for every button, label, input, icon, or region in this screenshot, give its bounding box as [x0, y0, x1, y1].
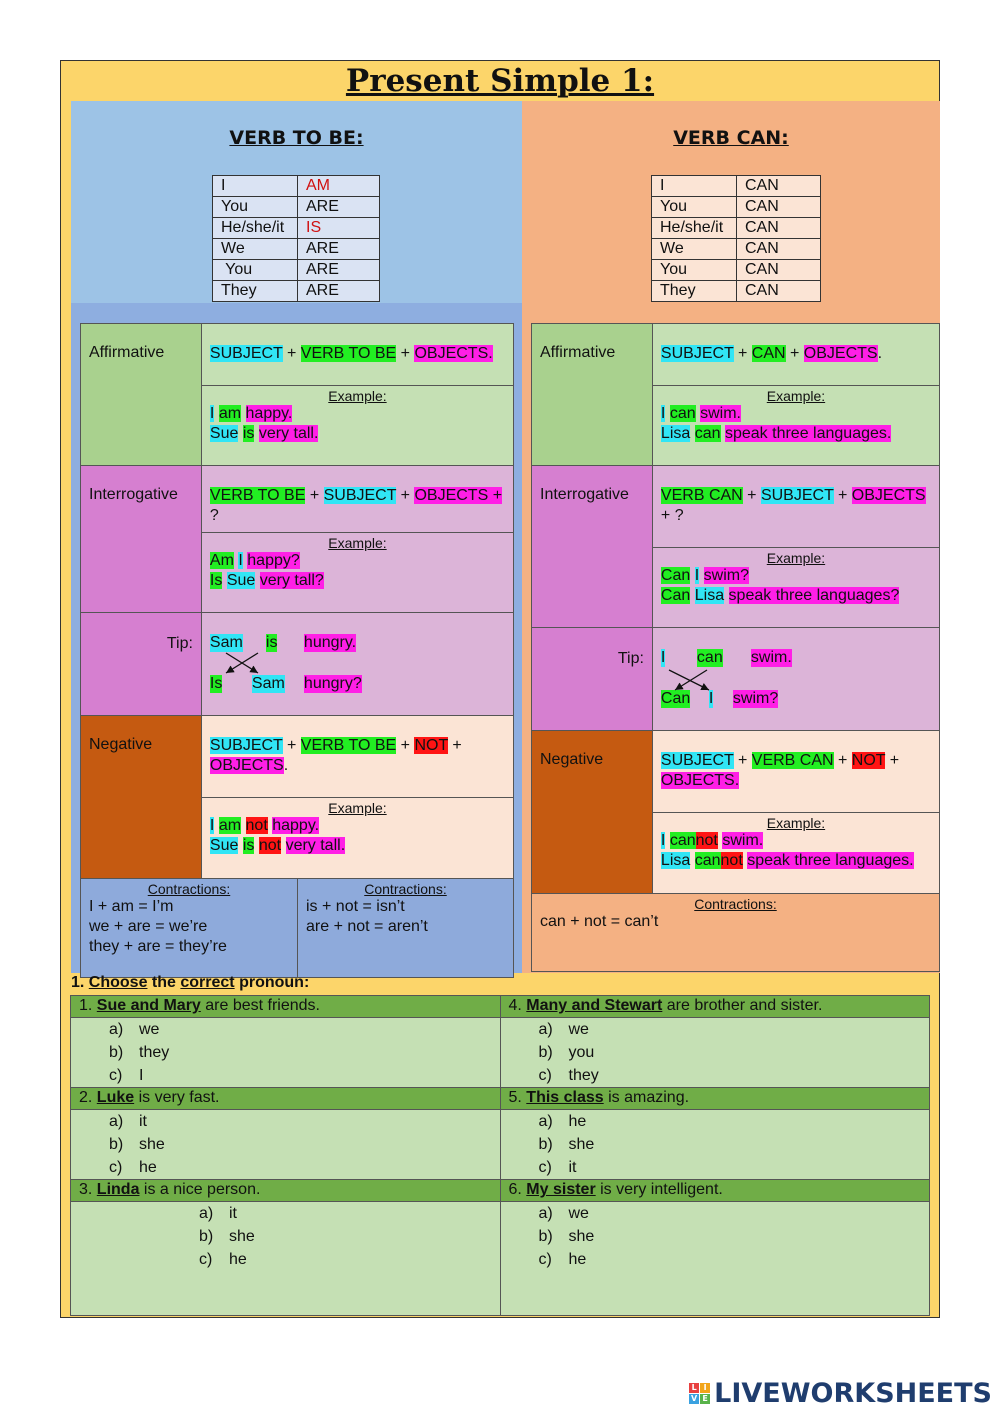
highlighted-term: [699, 567, 703, 584]
highlighted-term: swim.: [722, 832, 764, 849]
highlighted-term: Can: [660, 587, 691, 604]
page-title: Present Simple 1:: [345, 63, 655, 99]
contraction-rule: we + are = we’re: [89, 918, 208, 935]
highlighted-term: Is: [209, 572, 223, 589]
conjugation-row: [213, 176, 380, 197]
answer-option[interactable]: b) they: [109, 1044, 170, 1061]
conjugation-row: [652, 281, 821, 302]
affirmative-formula: [201, 324, 513, 386]
pronoun-cell: We: [652, 239, 737, 260]
question-text: 6. My sister is very intelligent.: [500, 1180, 930, 1202]
highlighted-term: is: [242, 837, 255, 854]
negative-examples: [652, 813, 939, 894]
highlighted-term: SUBJECT: [660, 752, 734, 769]
pronoun-cell: They: [213, 281, 298, 302]
highlighted-term: very tall.: [285, 837, 346, 854]
highlighted-term: I: [209, 817, 215, 834]
verb-can-conjugation-table: [651, 175, 821, 302]
answer-option[interactable]: a) it: [199, 1205, 237, 1222]
highlighted-term: OBJECTS: [851, 487, 926, 504]
highlighted-term: +: [396, 487, 415, 504]
pronoun-cell: You: [652, 260, 737, 281]
answer-option[interactable]: a) it: [109, 1113, 147, 1130]
affirmative-examples: [201, 386, 513, 466]
tip-diagram: [201, 613, 513, 716]
example-sentence: [661, 424, 931, 444]
verb-cell: IS: [298, 218, 380, 239]
verb-cell: CAN: [737, 218, 821, 239]
highlighted-term: Sue: [209, 837, 239, 854]
highlighted-term: VERB TO BE: [300, 737, 397, 754]
highlighted-term: OBJECTS.: [660, 772, 740, 789]
highlighted-term: SUBJECT: [209, 737, 283, 754]
contraction-rule: they + are = they’re: [89, 938, 227, 955]
affirmative-label: Affirmative: [81, 324, 202, 466]
example-sentence: [210, 836, 505, 856]
conjugation-row: [213, 281, 380, 302]
highlighted-term: ?: [209, 507, 219, 524]
exercise-table: [70, 995, 930, 1316]
verb-to-be-heading: VERB TO BE:: [229, 127, 364, 149]
highlighted-term: can: [669, 405, 696, 422]
tip-word: swim.: [750, 649, 792, 666]
tip-word: I: [660, 649, 666, 666]
affirmative-examples: [652, 386, 939, 466]
conjugation-row: [652, 218, 821, 239]
pronoun-cell: I: [652, 176, 737, 197]
verb-cell: ARE: [298, 260, 380, 281]
pronoun-cell: You: [213, 197, 298, 218]
highlighted-term: very tall?: [259, 572, 324, 589]
interrogative-examples: [652, 548, 939, 628]
interrogative-label: Interrogative: [81, 466, 202, 613]
contractions-label: Contractions:: [694, 896, 777, 912]
highlighted-term: SUBJECT: [323, 487, 397, 504]
highlighted-term: I: [238, 552, 243, 569]
question-text: 5. This class is amazing.: [500, 1088, 930, 1110]
highlighted-term: I: [694, 567, 700, 584]
contractions-list: [306, 897, 505, 937]
conjugation-row: [213, 239, 380, 260]
tip-word: hungry.: [303, 634, 357, 651]
example-sentence: [661, 831, 931, 851]
verb-cell: ARE: [298, 239, 380, 260]
negative-examples: [201, 798, 513, 879]
example-sentence: [210, 424, 505, 444]
tip-word: Can: [660, 690, 691, 707]
contraction-rule: is + not = isn’t: [306, 898, 405, 915]
highlighted-term: VERB TO BE: [300, 345, 397, 362]
highlighted-term: very tall.: [258, 425, 319, 442]
answer-option[interactable]: c) he: [109, 1159, 157, 1176]
highlighted-term: OBJECTS: [803, 345, 878, 362]
pronoun-cell: I: [213, 176, 298, 197]
liveworksheets-logo: [689, 1378, 992, 1409]
highlighted-term: + ?: [660, 507, 684, 524]
highlighted-term: VERB TO BE: [209, 487, 306, 504]
tip-word: I: [708, 690, 714, 707]
highlighted-term: is: [242, 425, 255, 442]
contraction-rule: can + not = can’t: [540, 913, 659, 930]
contraction-rule: are + not = aren’t: [306, 918, 428, 935]
verb-to-be-rules-table: [80, 323, 514, 978]
pronoun-cell: You: [213, 260, 298, 281]
verb-to-be-conjugation-table: [212, 175, 380, 302]
pronoun-cell: He/she/it: [652, 218, 737, 239]
highlighted-term: speak three languages.: [724, 425, 892, 442]
highlighted-term: VERB CAN: [660, 487, 743, 504]
conjugation-row: [652, 197, 821, 218]
example-sentence: [210, 404, 505, 424]
highlighted-term: +: [733, 752, 752, 769]
example-sentence: [661, 566, 931, 586]
interrogative-examples: [201, 533, 513, 613]
highlighted-term: [724, 587, 728, 604]
highlighted-term: SUBJECT: [660, 345, 734, 362]
tip-word: Is: [209, 675, 223, 692]
contractions-list: [89, 897, 289, 957]
conjugation-row: [652, 176, 821, 197]
answer-option[interactable]: c) he: [538, 1251, 587, 1268]
example-sentence: [661, 851, 931, 871]
conjugation-row: [213, 197, 380, 218]
conjugation-row: [213, 218, 380, 239]
highlighted-term: +: [396, 345, 415, 362]
tip-word: can: [696, 649, 723, 666]
highlighted-term: speak three languages?: [728, 587, 900, 604]
highlighted-term: not: [245, 817, 268, 834]
answer-option[interactable]: b) she: [109, 1136, 165, 1153]
conjugation-row: [213, 260, 380, 281]
highlighted-term: Sue: [226, 572, 256, 589]
answer-option[interactable]: b) she: [538, 1228, 595, 1245]
question-text: 2. Luke is very fast.: [71, 1088, 501, 1110]
contractions-box: [532, 894, 940, 972]
conjugation-row: [652, 239, 821, 260]
negative-formula: [201, 716, 513, 798]
highlighted-term: NOT: [851, 752, 886, 769]
interrogative-formula: [652, 466, 939, 548]
answer-option[interactable]: a) we: [538, 1205, 589, 1222]
highlighted-term: SUBJECT: [209, 345, 283, 362]
verb-cell: CAN: [737, 176, 821, 197]
highlighted-term: Lisa: [660, 852, 691, 869]
swap-arrows-icon: [653, 628, 773, 728]
highlighted-term: +: [282, 737, 301, 754]
conjugation-row: [652, 260, 821, 281]
question-text: 1. Sue and Mary are best friends.: [71, 996, 501, 1018]
highlighted-term: OBJECTS: [209, 757, 284, 774]
example-sentence: [210, 551, 505, 571]
highlighted-term: not: [695, 832, 718, 849]
example-label: Example:: [328, 535, 387, 551]
worksheet: [60, 60, 940, 1318]
highlighted-term: [241, 817, 245, 834]
highlighted-term: [241, 405, 245, 422]
exercise-title: 1. Choose the correct pronoun:: [71, 974, 310, 991]
highlighted-term: can: [694, 425, 721, 442]
highlighted-term: +: [396, 737, 415, 754]
example-sentence: [661, 404, 931, 424]
highlighted-term: swim.: [700, 405, 741, 422]
negative-formula: [652, 731, 939, 813]
negative-label: Negative: [81, 716, 202, 879]
interrogative-formula: [201, 466, 513, 533]
verb-cell: ARE: [298, 281, 380, 302]
highlighted-term: +: [785, 345, 804, 362]
highlighted-term: +: [305, 487, 324, 504]
highlighted-term: VERB CAN: [751, 752, 834, 769]
example-sentence: [210, 571, 505, 591]
highlighted-term: +: [833, 752, 852, 769]
answer-option[interactable]: b) you: [538, 1044, 595, 1061]
verb-cell: CAN: [737, 260, 821, 281]
example-label: Example:: [766, 815, 826, 831]
highlighted-term: happy?: [247, 552, 300, 569]
answer-option[interactable]: a) he: [538, 1113, 587, 1130]
example-label: Example:: [328, 388, 387, 404]
highlighted-term: NOT: [414, 737, 448, 754]
verb-cell: CAN: [737, 239, 821, 260]
highlighted-term: +: [742, 487, 761, 504]
contractions-box: [81, 879, 514, 978]
verb-can-column: [522, 101, 940, 973]
highlighted-term: not: [258, 837, 282, 854]
tip-diagram: [652, 628, 939, 731]
highlighted-term: speak three languages.: [747, 852, 914, 869]
highlighted-term: I: [209, 405, 215, 422]
answer-option[interactable]: a) we: [109, 1021, 160, 1038]
verb-cell: CAN: [737, 281, 821, 302]
pronoun-cell: They: [652, 281, 737, 302]
example-sentence: [661, 586, 931, 606]
example-label: Example:: [766, 388, 826, 404]
highlighted-term: am: [218, 817, 242, 834]
highlighted-term: Am: [209, 552, 234, 569]
highlighted-term: happy.: [272, 817, 320, 834]
highlighted-term: OBJECTS.: [414, 345, 493, 362]
answer-option[interactable]: b) she: [199, 1228, 255, 1245]
verb-cell: ARE: [298, 197, 380, 218]
tip-label: Tip:: [81, 613, 202, 716]
tip-label: Tip:: [532, 628, 653, 731]
contraction-rule: I + am = I’m: [89, 898, 174, 915]
highlighted-term: I: [660, 832, 666, 849]
affirmative-label: Affirmative: [532, 324, 653, 466]
highlighted-term: SUBJECT: [760, 487, 834, 504]
tip-word: swim?: [732, 690, 779, 707]
answer-option[interactable]: c) they: [538, 1067, 599, 1084]
contractions-list: [540, 912, 931, 932]
highlighted-term: .: [283, 757, 289, 774]
affirmative-formula: [652, 324, 939, 386]
verb-can-rules-table: [531, 323, 940, 972]
highlighted-term: Lisa: [694, 587, 725, 604]
contractions-label: Contractions:: [364, 881, 447, 897]
tip-word: Sam: [251, 675, 285, 692]
example-sentence: [210, 816, 505, 836]
tip-word: hungry?: [303, 675, 362, 692]
answer-option[interactable]: c) I: [109, 1067, 144, 1084]
highlighted-term: CAN: [751, 345, 786, 362]
highlighted-term: Sue: [209, 425, 239, 442]
highlighted-term: I: [660, 405, 666, 422]
highlighted-term: Lisa: [660, 425, 691, 442]
verb-cell: AM: [298, 176, 380, 197]
highlighted-term: .: [877, 345, 883, 362]
question-text: 4. Many and Stewart are brother and sister.: [500, 996, 930, 1018]
tip-word: Sam: [209, 634, 243, 651]
highlighted-term: [281, 837, 285, 854]
highlighted-term: +: [282, 345, 301, 362]
highlighted-term: OBJECTS +: [414, 487, 503, 504]
answer-option[interactable]: c) it: [538, 1159, 577, 1176]
highlighted-term: +: [447, 737, 462, 754]
highlighted-term: +: [885, 752, 900, 769]
highlighted-term: happy.: [245, 405, 293, 422]
pronoun-cell: We: [213, 239, 298, 260]
highlighted-term: am: [218, 405, 242, 422]
swap-arrows-icon: [202, 613, 322, 713]
pronoun-cell: He/she/it: [213, 218, 298, 239]
highlighted-term: can: [669, 832, 696, 849]
question-text: 3. Linda is a nice person.: [71, 1180, 501, 1202]
tip-word: is: [265, 634, 278, 651]
logo-icon: L I V E: [689, 1383, 710, 1404]
verb-cell: CAN: [737, 197, 821, 218]
verb-to-be-column: [71, 101, 522, 973]
pronoun-cell: You: [652, 197, 737, 218]
example-label: Example:: [766, 550, 826, 566]
highlighted-term: Can: [660, 567, 691, 584]
highlighted-term: not: [720, 852, 743, 869]
verb-can-heading: VERB CAN:: [673, 127, 789, 149]
interrogative-label: Interrogative: [532, 466, 653, 628]
contractions-label: Contractions:: [147, 881, 231, 897]
logo-text: LIVEWORKSHEETS: [714, 1378, 992, 1409]
example-label: Example:: [328, 800, 387, 816]
highlighted-term: +: [833, 487, 852, 504]
answer-option[interactable]: c) he: [199, 1251, 247, 1268]
highlighted-term: can: [694, 852, 721, 869]
highlighted-term: swim?: [703, 567, 749, 584]
answer-option[interactable]: a) we: [538, 1021, 589, 1038]
negative-label: Negative: [532, 731, 653, 894]
highlighted-term: +: [733, 345, 752, 362]
answer-option[interactable]: b) she: [538, 1136, 595, 1153]
